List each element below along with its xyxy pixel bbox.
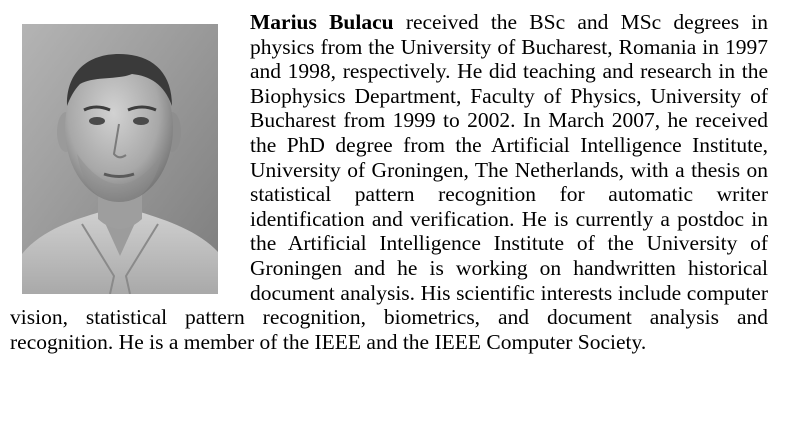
- author-photo: [22, 24, 218, 294]
- biography-text: received the BSc and MSc degrees in physics from the University of Bucharest, Romania in 1997 and 1998, respectively. He did teaching and research in the Biophysics Department, Faculty of Physics, University of Bucharest from 1999 to 2002. In March 2007, he received the PhD degree from the Artificial Intelligence Institute, University of Groningen, The Netherlands, with a thesis on statistical pattern recognition for automatic writer identification and verification. He is currently a postdoc in the Artificial Intelligence Institute of the University of Groningen and he is working on handwritten historical document analysis. His scientific interests include computer vision, statistical pattern recognition, biometrics, and document analysis and recognition. He is a member of the IEEE and the IEEE Computer Society.: [10, 10, 768, 354]
- portrait-photo-icon: [22, 24, 218, 294]
- author-biography: [10, 10, 768, 354]
- author-name: Marius Bulacu: [250, 10, 394, 34]
